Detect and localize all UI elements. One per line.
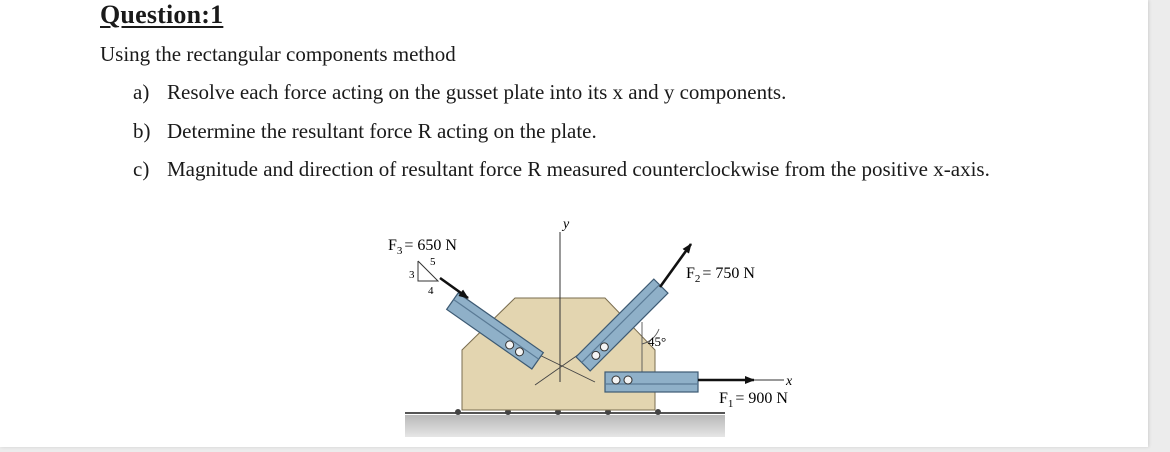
list-marker: b) <box>133 119 151 143</box>
f1-bolt <box>624 376 632 384</box>
question-intro: Using the rectangular components method <box>100 42 456 66</box>
list-item-text: Magnitude and direction of resultant force R measured counterclockwise from the positive x-axis. <box>167 157 990 181</box>
f3-label: $F_3 = 650$ N <box>388 237 457 257</box>
f3-slope-rise: 3 <box>409 269 415 281</box>
list-item-text: Determine the resultant force R acting on the plate. <box>167 119 597 143</box>
list-item <box>133 119 597 144</box>
ground <box>405 415 725 437</box>
f3-arrow <box>440 278 468 298</box>
list-item <box>133 157 990 182</box>
f3-slope-hyp: 5 <box>430 256 436 268</box>
y-axis-label: y <box>563 217 570 232</box>
f1-label: $F_1 = 900$ N <box>719 390 788 410</box>
question-title: Question:1 <box>100 0 224 29</box>
f3-slope-run: 4 <box>428 285 434 297</box>
gusset-plate-diagram <box>380 210 820 447</box>
f2-label: $F_2 = 750$ N <box>686 265 755 285</box>
list-marker: c) <box>133 157 150 181</box>
list-item <box>133 80 786 105</box>
x-axis-label: x <box>786 374 793 389</box>
list-item-text: Resolve each force acting on the gusset plate into its x and y components. <box>167 80 787 104</box>
gusset-plate-figure <box>380 210 820 447</box>
list-marker: a) <box>133 80 150 104</box>
angle-label: 45° <box>648 334 667 349</box>
f1-bolt <box>612 376 620 384</box>
